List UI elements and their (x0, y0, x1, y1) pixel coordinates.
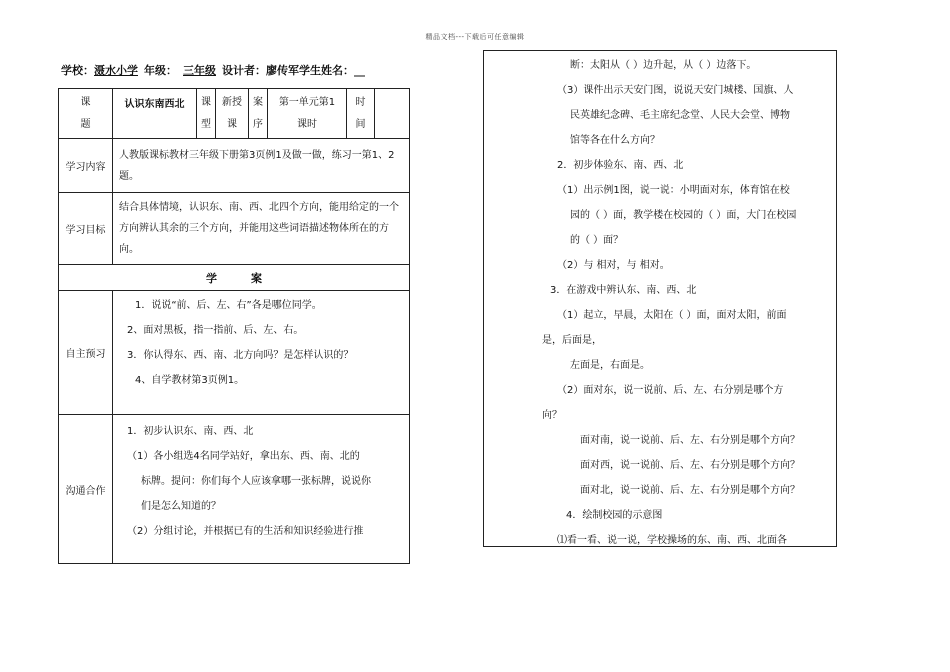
designer-label: 设计者： (222, 64, 266, 77)
type-value: 新授 课 (216, 89, 249, 139)
text-line: 左面是，右面是。 (570, 360, 650, 371)
preview-label: 自主预习 (59, 291, 113, 415)
text-line: （2）与 相对，与 相对。 (557, 260, 670, 271)
order-value: 第一单元第1 课时 (268, 89, 347, 139)
text-line: （1）起立，早晨，太阳在（ ）面，面对太阳，前面 (557, 310, 787, 321)
text-line: （3）课件出示天安门图，说说天安门城楼、国旗、人 (557, 85, 794, 96)
text-line: 面对北，说一说前、后、左、右分别是哪个方向？ (580, 485, 800, 496)
content-label: 学习内容 (59, 139, 113, 193)
topic-value: 认识东南西北 (113, 89, 197, 139)
text-line: 民英雄纪念碑、毛主席纪念堂、人民大会堂、博物 (570, 110, 790, 121)
continuation-box (483, 50, 837, 547)
text-line: （2）面对东，说一说前、后、左、右分别是哪个方 (557, 385, 784, 396)
preview-item: 2、面对黑板，指一指前、后、左、右。 (127, 325, 304, 336)
text-line: 面对西，说一说前、后、左、右分别是哪个方向？ (580, 460, 800, 471)
text-line: 断：太阳从（ ）边升起，从（ ）边落下。 (570, 60, 757, 71)
text-line: 馆等各在什么方向？ (570, 135, 660, 146)
cooperation-content (113, 415, 410, 564)
preview-content (113, 291, 410, 415)
cooperation-label: 沟通合作 (59, 415, 113, 564)
cooperation-line: 们是怎么知道的？ (141, 501, 221, 512)
document-header (61, 62, 365, 78)
topic-label: 课 题 (59, 89, 113, 139)
text-line: 是，后面是， (542, 335, 602, 346)
cooperation-line: 标牌。提问：你们每个人应该拿哪一张标牌，说说你 (141, 476, 371, 487)
text-line: 3．在游戏中辨认东、南、西、北 (550, 285, 697, 296)
time-label: 时 间 (347, 89, 375, 139)
text-line: （1）出示例1图，说一说：小明面对东，体育馆在校 (557, 185, 790, 196)
school-label: 学校： (61, 64, 94, 77)
text-line: 4．绘制校园的示意图 (566, 510, 663, 521)
cooperation-line: （1）各小组选4名同学站好，拿出东、西、南、北的 (127, 451, 360, 462)
goal-value: 结合具体情境，认识东、南、西、北四个方向，能用给定的一个方向辨认其余的三个方向，并能用这些词语描述物体所在的方向。 (113, 193, 410, 265)
cooperation-line: 1．初步认识东、南、西、北 (127, 426, 254, 437)
grade-label: 年级： (144, 64, 177, 77)
text-line: 的（ ）面？ (570, 235, 624, 246)
page-watermark: 精品文档---下载后可任意编辑 (425, 33, 525, 41)
preview-item: 1．说说“前、后、左、右”各是哪位同学。 (135, 300, 322, 311)
time-value (375, 89, 410, 139)
cooperation-line: （2）分组讨论，并根据已有的生活和知识经验进行推 (127, 526, 364, 537)
text-line: 园的（ ）面，教学楼在校园的（ ）面，大门在校园 (570, 210, 797, 221)
text-line: 向？ (542, 410, 562, 421)
lesson-table (58, 88, 410, 564)
text-line: ⑴看一看、说一说，学校操场的东、南、西、北面各 (557, 535, 787, 546)
grade-value: 三年级 (183, 64, 216, 77)
text-line: 面对南，说一说前、后、左、右分别是哪个方向？ (580, 435, 800, 446)
content-value: 人教版课标教材三年级下册第3页例1及做一做，练习一第1、2题。 (113, 139, 410, 193)
preview-item: 3．你认得东、西、南、北方向吗？是怎样认识的？ (127, 350, 354, 361)
goal-label: 学习目标 (59, 193, 113, 265)
text-line: 2．初步体验东、南、西、北 (557, 160, 684, 171)
preview-item: 4、自学教材第3页例1。 (135, 375, 245, 386)
student-label: 学生姓名： (299, 64, 354, 77)
school-name: 滠水小学 (94, 64, 138, 77)
order-label: 案 序 (249, 89, 268, 139)
designer-name: 廖传军 (266, 64, 299, 77)
type-label: 课 型 (197, 89, 216, 139)
student-blank: __ (354, 64, 365, 77)
plan-title: 学 案 (59, 265, 410, 291)
